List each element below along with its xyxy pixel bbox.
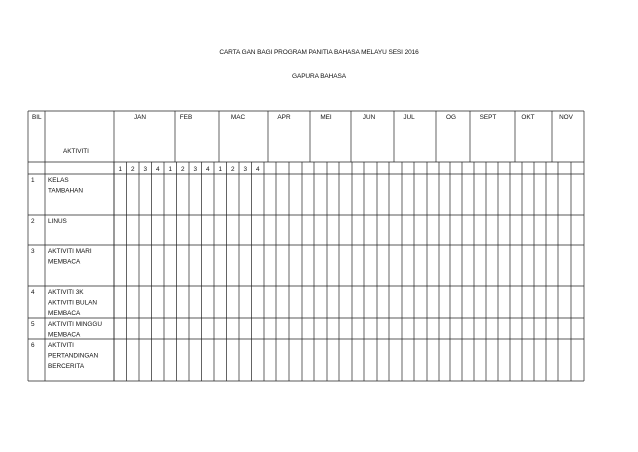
week-number: 2 — [180, 166, 185, 173]
activity-name: MEMBACA — [48, 258, 81, 266]
month-label-mei: MEI — [320, 114, 332, 121]
activity-name: BERCERITA — [48, 363, 85, 370]
activity-name: TAMBAHAN — [48, 187, 84, 195]
month-label-jun: JUN — [362, 114, 376, 121]
month-label-feb: FEB — [179, 114, 193, 121]
row-number: 6 — [31, 342, 35, 349]
document-subtitle: GAPURA BAHASA — [292, 73, 346, 80]
month-label-sept: SEPT — [479, 114, 497, 121]
document-title: CARTA GAN BAGI PROGRAM PANITIA BAHASA MELAYU SESI 2016 — [219, 49, 419, 56]
activity-name: AKTIVITI 3K — [48, 289, 84, 296]
month-label-nov: NOV — [559, 114, 573, 121]
week-number: 1 — [168, 166, 173, 173]
month-label-og: OG — [446, 114, 456, 121]
activity-name: KELAS — [48, 177, 69, 184]
week-number: 3 — [193, 166, 198, 173]
row-number: 4 — [31, 289, 35, 296]
activity-name: PERTANDINGAN — [48, 352, 99, 360]
week-number: 1 — [118, 166, 123, 173]
activity-name: AKTIVITI MINGGU — [48, 321, 102, 328]
row-number: 2 — [31, 218, 35, 225]
week-number: 1 — [218, 166, 223, 173]
month-label-okt: OKT — [521, 114, 535, 121]
week-number: 4 — [155, 166, 160, 173]
activity-name: AKTIVITI — [48, 342, 74, 349]
activity-name: MEMBACA — [48, 331, 81, 339]
month-label-mac: MAC — [230, 114, 246, 121]
bil-header: BIL — [32, 114, 42, 121]
activity-name: AKTIVITI MARI — [48, 248, 92, 255]
week-number: 3 — [143, 166, 148, 173]
month-label-apr: APR — [277, 114, 291, 121]
activity-name: LINUS — [48, 218, 67, 225]
week-number: 4 — [255, 166, 260, 173]
week-number: 2 — [130, 166, 135, 173]
month-label-jan: JAN — [133, 114, 147, 121]
row-number: 1 — [31, 177, 35, 184]
activity-name: MEMBACA — [48, 310, 81, 317]
month-label-jul: JUL — [403, 114, 415, 121]
aktiviti-header: AKTIVITI — [63, 148, 89, 155]
week-number: 4 — [205, 166, 210, 173]
week-number: 2 — [230, 166, 235, 173]
week-number: 3 — [243, 166, 248, 173]
activity-name: AKTIVITI BULAN — [48, 299, 98, 307]
row-number: 3 — [31, 248, 35, 255]
row-number: 5 — [31, 321, 35, 328]
